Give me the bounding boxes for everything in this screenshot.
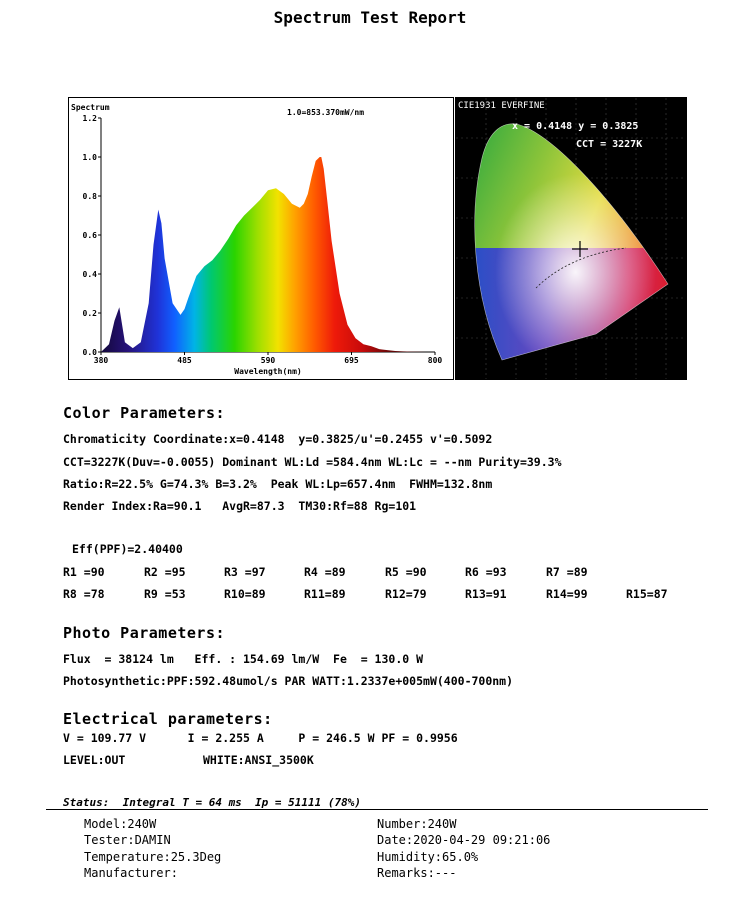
r-value: R5 =90 bbox=[385, 565, 427, 579]
manufacturer-field: Manufacturer: bbox=[84, 866, 178, 880]
tester-field: Tester:DAMIN bbox=[84, 833, 171, 847]
y-tick-label: 1.0 bbox=[82, 153, 97, 162]
y-tick-label: 0.0 bbox=[82, 348, 97, 357]
r-value: R13=91 bbox=[465, 587, 507, 601]
cie-diagram bbox=[455, 97, 687, 380]
ratio-line: Ratio:R=22.5% G=74.3% B=3.2% Peak WL:Lp=657.4nm FWHM=132.8nm bbox=[63, 477, 493, 491]
level-value: LEVEL:OUT bbox=[63, 753, 126, 767]
r-value: R6 =93 bbox=[465, 565, 507, 579]
cie-horseshoe bbox=[456, 98, 686, 379]
cct-line: CCT=3227K(Duv=-0.0055) Dominant WL:Ld =584.4nm WL:Lc = --nm Purity=39.3% bbox=[63, 455, 562, 469]
r-value: R1 =90 bbox=[63, 565, 105, 579]
model-field: Model:240W bbox=[84, 817, 157, 831]
x-axis-label: Wavelength(nm) bbox=[234, 367, 302, 376]
eff-ppf-line: Eff(PPF)=2.40400 bbox=[72, 542, 183, 556]
spectrum-chart bbox=[68, 97, 454, 380]
r-value: R9 =53 bbox=[144, 587, 186, 601]
spectrum-svg bbox=[69, 98, 453, 379]
page-title: Spectrum Test Report bbox=[273, 8, 467, 27]
x-tick-label: 695 bbox=[344, 356, 359, 365]
spectrum-curve bbox=[101, 157, 435, 352]
footer-divider bbox=[46, 809, 708, 810]
y-tick-label: 0.6 bbox=[82, 231, 97, 240]
color-params-heading: Color Parameters: bbox=[63, 404, 226, 422]
x-tick-label: 485 bbox=[177, 356, 192, 365]
r-value: R11=89 bbox=[304, 587, 346, 601]
cie-label: CIE1931 EVERFINE bbox=[458, 101, 545, 111]
date-field: Date:2020-04-29 09:21:06 bbox=[377, 833, 551, 847]
electrical-line: V = 109.77 V I = 2.255 A P = 246.5 W PF = 0.9956 bbox=[63, 731, 458, 745]
r-value: R4 =89 bbox=[304, 565, 346, 579]
y-tick-label: 0.4 bbox=[82, 270, 97, 279]
render-index-line: Render Index:Ra=90.1 AvgR=87.3 TM30:Rf=88 Rg=101 bbox=[63, 499, 417, 513]
y-tick-label: 0.2 bbox=[82, 309, 97, 318]
y-tick-label: 1.2 bbox=[82, 114, 97, 123]
number-field: Number:240W bbox=[377, 817, 457, 831]
cie-xy-readout: x = 0.4148 y = 0.3825 bbox=[512, 121, 639, 132]
r-value: R8 =78 bbox=[63, 587, 105, 601]
r-value: R12=79 bbox=[385, 587, 427, 601]
remarks-field: Remarks:--- bbox=[377, 866, 457, 880]
chromaticity-line: Chromaticity Coordinate:x=0.4148 y=0.3825/u'=0.2455 v'=0.5092 bbox=[63, 432, 493, 446]
photo-params-heading: Photo Parameters: bbox=[63, 624, 226, 642]
r-value: R15=87 bbox=[626, 587, 668, 601]
temperature-field: Temperature:25.3Deg bbox=[84, 850, 222, 864]
flux-line: Flux = 38124 lm Eff. : 154.69 lm/W Fe = 130.0 W bbox=[63, 652, 424, 666]
electrical-params-heading: Electrical parameters: bbox=[63, 710, 273, 728]
spectrum-label: Spectrum bbox=[71, 103, 110, 112]
status-line: Status: Integral T = 64 ms Ip = 51111 (78%) bbox=[63, 796, 362, 809]
r-value: R2 =95 bbox=[144, 565, 186, 579]
x-tick-label: 800 bbox=[427, 356, 443, 365]
photosynthetic-line: Photosynthetic:PPF:592.48umol/s PAR WATT:1.2337e+005mW(400-700nm) bbox=[63, 674, 514, 688]
white-value: WHITE:ANSI_3500K bbox=[203, 753, 314, 767]
humidity-field: Humidity:65.0% bbox=[377, 850, 479, 864]
r-value: R10=89 bbox=[224, 587, 266, 601]
cie-cct-readout: CCT = 3227K bbox=[576, 139, 643, 150]
r-value: R7 =89 bbox=[546, 565, 588, 579]
cie-svg bbox=[456, 98, 686, 379]
r-value: R14=99 bbox=[546, 587, 588, 601]
r-value: R3 =97 bbox=[224, 565, 266, 579]
x-tick-label: 380 bbox=[93, 356, 109, 365]
x-tick-label: 590 bbox=[260, 356, 276, 365]
y-tick-label: 0.8 bbox=[82, 192, 97, 201]
peak-note: 1.0=853.370mW/nm bbox=[287, 108, 365, 117]
